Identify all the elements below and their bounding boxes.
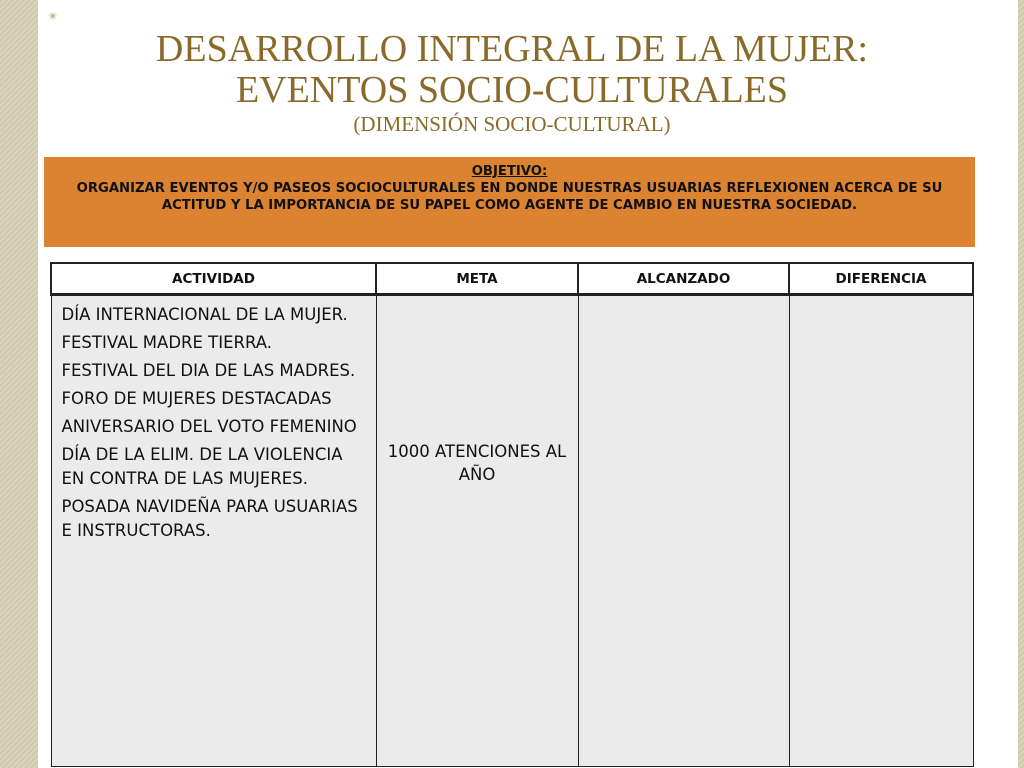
objective-label: OBJETIVO:	[471, 164, 548, 179]
title-line-2: EVENTOS SOCIO-CULTURALES	[235, 69, 789, 111]
header-meta: META	[376, 263, 578, 295]
activities-table	[50, 262, 974, 767]
title-subtitle: (DIMENSIÓN SOCIO-CULTURAL)	[353, 112, 671, 136]
list-item: FESTIVAL DEL DIA DE LAS MADRES.	[61, 361, 356, 380]
slide-title	[62, 28, 962, 136]
decorative-right-strip	[1018, 0, 1024, 768]
decorative-left-strip	[0, 0, 38, 768]
meta-value: 1000 ATENCIONES AL AÑO	[387, 442, 567, 484]
list-item: DÍA INTERNACIONAL DE LA MUJER.	[61, 305, 348, 324]
list-item: POSADA NAVIDEÑA PARA USUARIAS E INSTRUCTORAS.	[61, 497, 358, 540]
list-item: FORO DE MUJERES DESTACADAS	[61, 389, 332, 408]
objective-box	[44, 157, 975, 247]
star-bullet-icon: ✴	[47, 9, 59, 25]
activity-list	[52, 296, 376, 543]
table-row	[51, 295, 973, 767]
header-actividad: ACTIVIDAD	[51, 263, 376, 295]
cell-diferencia	[789, 295, 973, 767]
header-alcanzado: ALCANZADO	[578, 263, 789, 295]
table-header-row	[51, 263, 973, 295]
list-item: DÍA DE LA ELIM. DE LA VIOLENCIA EN CONTRA DE LAS MUJERES.	[61, 445, 343, 488]
objective-text: ORGANIZAR EVENTOS Y/O PASEOS SOCIOCULTURALES EN DONDE NUESTRAS USUARIAS REFLEXIONEN ACERCA DE SU ACTITUD Y LA IMPORTANCIA DE SU PAPEL COMO AGENTE DE CAMBIO EN NUESTRA SOCIEDAD.	[76, 181, 943, 213]
header-diferencia: DIFERENCIA	[789, 263, 973, 295]
list-item: ANIVERSARIO DEL VOTO FEMENINO	[61, 417, 357, 436]
cell-alcanzado	[578, 295, 789, 767]
list-item: FESTIVAL MADRE TIERRA.	[61, 333, 273, 352]
cell-meta	[376, 295, 578, 767]
cell-actividad	[51, 295, 376, 767]
title-line-1: DESARROLLO INTEGRAL DE LA MUJER:	[155, 28, 869, 70]
